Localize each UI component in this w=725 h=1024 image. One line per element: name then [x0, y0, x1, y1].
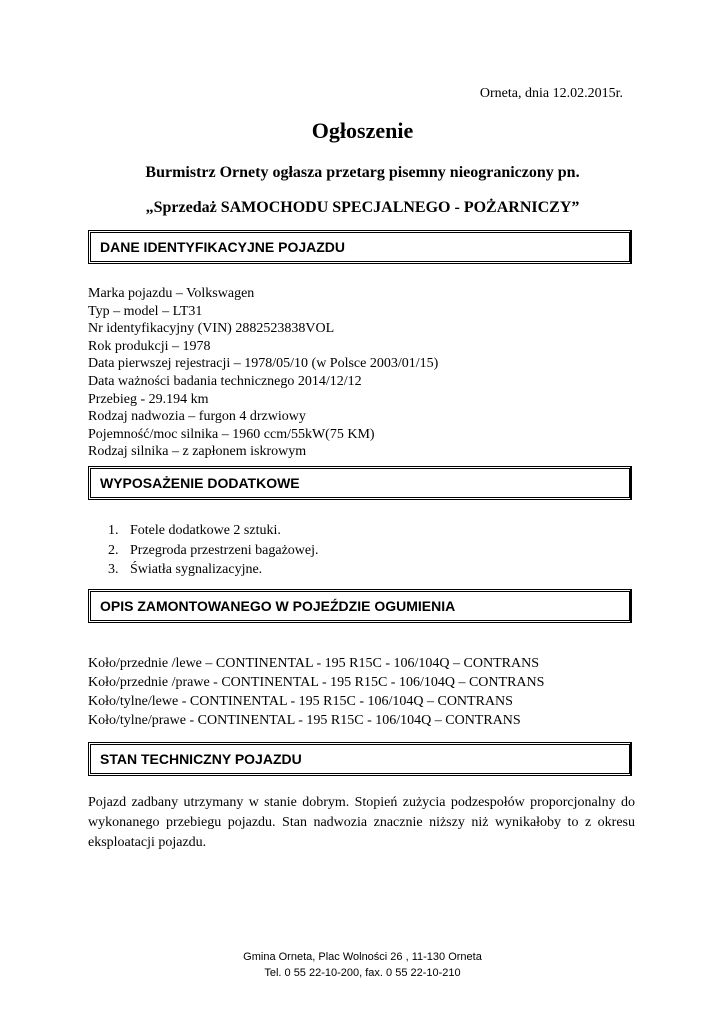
- tire-line: Koło/tylne/prawe - CONTINENTAL - 195 R15C - 106/104Q – CONTRANS: [88, 713, 521, 728]
- footer-contact: Tel. 0 55 22-10-200, fax. 0 55 22-10-210: [264, 967, 461, 979]
- list-item: [108, 560, 319, 580]
- spec-line: Data ważności badania technicznego 2014/12/12: [88, 373, 362, 389]
- list-number: 3.: [108, 562, 119, 577]
- spec-line: Rodzaj nadwozia – furgon 4 drzwiowy: [88, 409, 306, 425]
- tire-line: Koło/przednie /lewe – CONTINENTAL - 195 R15C - 106/104Q – CONTRANS: [88, 656, 539, 671]
- list-text: Przegroda przestrzeni bagażowej.: [130, 542, 319, 558]
- date-line: Orneta, dnia 12.02.2015r.: [479, 86, 623, 101]
- footer-address: Gmina Orneta, Plac Wolności 26 , 11-130 Orneta: [243, 951, 482, 963]
- equipment-list: [108, 521, 319, 580]
- section-heading-condition: STAN TECHNICZNY POJAZDU: [88, 742, 632, 776]
- tire-line: Koło/tylne/lewe - CONTINENTAL - 195 R15C - 106/104Q – CONTRANS: [88, 694, 513, 709]
- tire-line: Koło/przednie /prawe - CONTINENTAL - 195 R15C - 106/104Q – CONTRANS: [88, 675, 545, 690]
- spec-line: Pojemność/moc silnika – 1960 ccm/55kW(75 KM): [88, 426, 375, 442]
- section-heading-equipment: WYPOSAŻENIE DODATKOWE: [88, 466, 632, 500]
- spec-line: Rok produkcji – 1978: [88, 338, 211, 354]
- page-title: Ogłoszenie: [311, 118, 414, 143]
- identification-details: [88, 285, 648, 461]
- list-number: 1.: [108, 523, 119, 538]
- spec-line: Typ – model – LT31: [88, 303, 203, 319]
- spec-line: Marka pojazdu – Volkswagen: [88, 286, 255, 301]
- list-number: 2.: [108, 542, 119, 558]
- auction-subject: „Sprzedaż SAMOCHODU SPECJALNEGO - POŻARNICZY”: [145, 199, 580, 216]
- footer: [0, 949, 725, 981]
- section-heading-tires: OPIS ZAMONTOWANEGO W POJEŹDZIE OGUMIENIA: [88, 589, 632, 623]
- spec-line: Nr identyfikacyjny (VIN) 2882523838VOL: [88, 321, 335, 337]
- tires-details: [88, 654, 648, 730]
- condition-text: Pojazd zadbany utrzymany w stanie dobrym. Stopień zużycia podzespołów proporcjonalny do wykonanego przebiegu pojazdu. Stan nadwozia znacznie niższy niż wynikałoby to z okresu eksploatacji pojazdu.: [88, 795, 635, 850]
- list-item: [108, 521, 319, 541]
- spec-line: Data pierwszej rejestracji – 1978/05/10 (w Polsce 2003/01/15): [88, 356, 439, 372]
- list-item: [108, 541, 319, 561]
- spec-line: Rodzaj silnika – z zapłonem iskrowym: [88, 444, 307, 460]
- spec-line: Przebieg - 29.194 km: [88, 391, 209, 407]
- announcement-subtitle: Burmistrz Ornety ogłasza przetarg pisemny nieograniczony pn.: [145, 164, 580, 181]
- list-text: Fotele dodatkowe 2 sztuki.: [130, 523, 281, 538]
- section-heading-identification: DANE IDENTYFIKACYJNE POJAZDU: [88, 230, 632, 264]
- list-text: Światła sygnalizacyjne.: [130, 562, 263, 577]
